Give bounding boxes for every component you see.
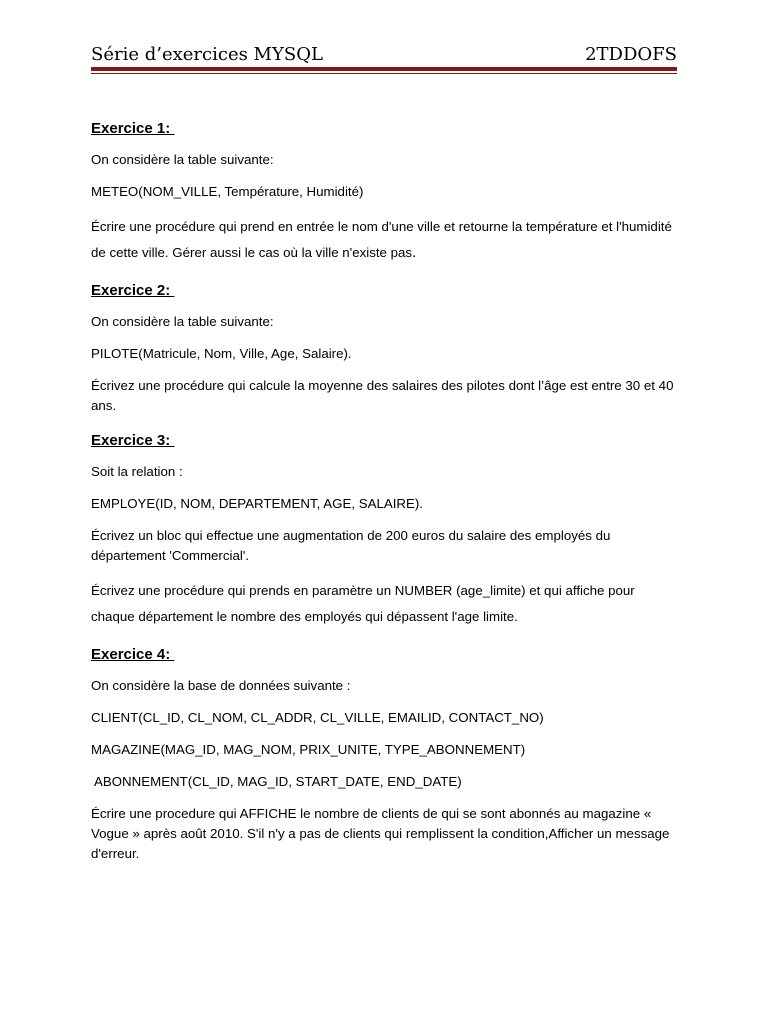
exercise-3 xyxy=(91,428,677,630)
exercise-4 xyxy=(91,642,677,864)
header-rule-thick xyxy=(91,67,677,71)
exercise-2-intro: On considère la table suivante: xyxy=(91,314,274,329)
exercise-2 xyxy=(91,278,677,416)
exercise-1-question-text: Écrire une procédure qui prend en entrée le nom d'une ville et retourne la température et l'humidité de cette ville. Gérer aussi le cas où la ville n'existe pas xyxy=(91,219,672,260)
exercise-3-table-schema: EMPLOYE(ID, NOM, DEPARTEMENT, AGE, SALAIRE). xyxy=(91,496,423,511)
exercise-2-table-schema: PILOTE(Matricule, Nom, Ville, Age, Salaire). xyxy=(91,346,352,361)
exercise-1-intro: On considère la table suivante: xyxy=(91,152,274,167)
exercise-2-question: Écrivez une procédure qui calcule la moyenne des salaires des pilotes dont l’âge est entre 30 et 40 ans. xyxy=(91,378,674,413)
exercise-4-client-schema: CLIENT(CL_ID, CL_NOM, CL_ADDR, CL_VILLE, EMAILID, CONTACT_NO) xyxy=(91,710,544,725)
exercise-4-intro: On considère la base de données suivante : xyxy=(91,678,351,693)
exercise-3-question-b: Écrivez une procédure qui prends en paramètre un NUMBER (age_limite) et qui affiche pour chaque département le nombre des employés qui dépassent l'age limite. xyxy=(91,583,635,624)
header-rule-thin xyxy=(91,73,677,74)
document-body xyxy=(91,116,677,876)
exercise-4-title: Exercice 4: xyxy=(91,646,175,663)
exercise-4-question: Écrire une procedure qui AFFICHE le nombre de clients de qui se sont abonnés au magazine « Vogue » après août 2010. S'il n'y a pas de clients qui remplissent la condition,Afficher un message d'erreur. xyxy=(91,806,670,861)
exercise-4-abonnement-schema: ABONNEMENT(CL_ID, MAG_ID, START_DATE, END_DATE) xyxy=(91,774,462,789)
exercise-1 xyxy=(91,116,677,266)
class-code: 2TDDOFS xyxy=(585,44,677,65)
exercise-1-title: Exercice 1: xyxy=(91,120,175,137)
exercise-3-title: Exercice 3: xyxy=(91,432,175,449)
page-header xyxy=(91,42,677,68)
exercise-2-title: Exercice 2: xyxy=(91,282,175,299)
exercise-1-question-period: . xyxy=(412,244,417,261)
exercise-1-question xyxy=(91,214,677,266)
document-title: Série d’exercices MYSQL xyxy=(91,44,323,65)
exercise-4-magazine-schema: MAGAZINE(MAG_ID, MAG_NOM, PRIX_UNITE, TYPE_ABONNEMENT) xyxy=(91,742,526,757)
exercise-3-question-a: Écrivez un bloc qui effectue une augmentation de 200 euros du salaire des employés du département 'Commercial'. xyxy=(91,528,611,563)
exercise-1-table-schema: METEO(NOM_VILLE, Température, Humidité) xyxy=(91,184,364,199)
exercise-3-intro: Soit la relation : xyxy=(91,464,183,479)
